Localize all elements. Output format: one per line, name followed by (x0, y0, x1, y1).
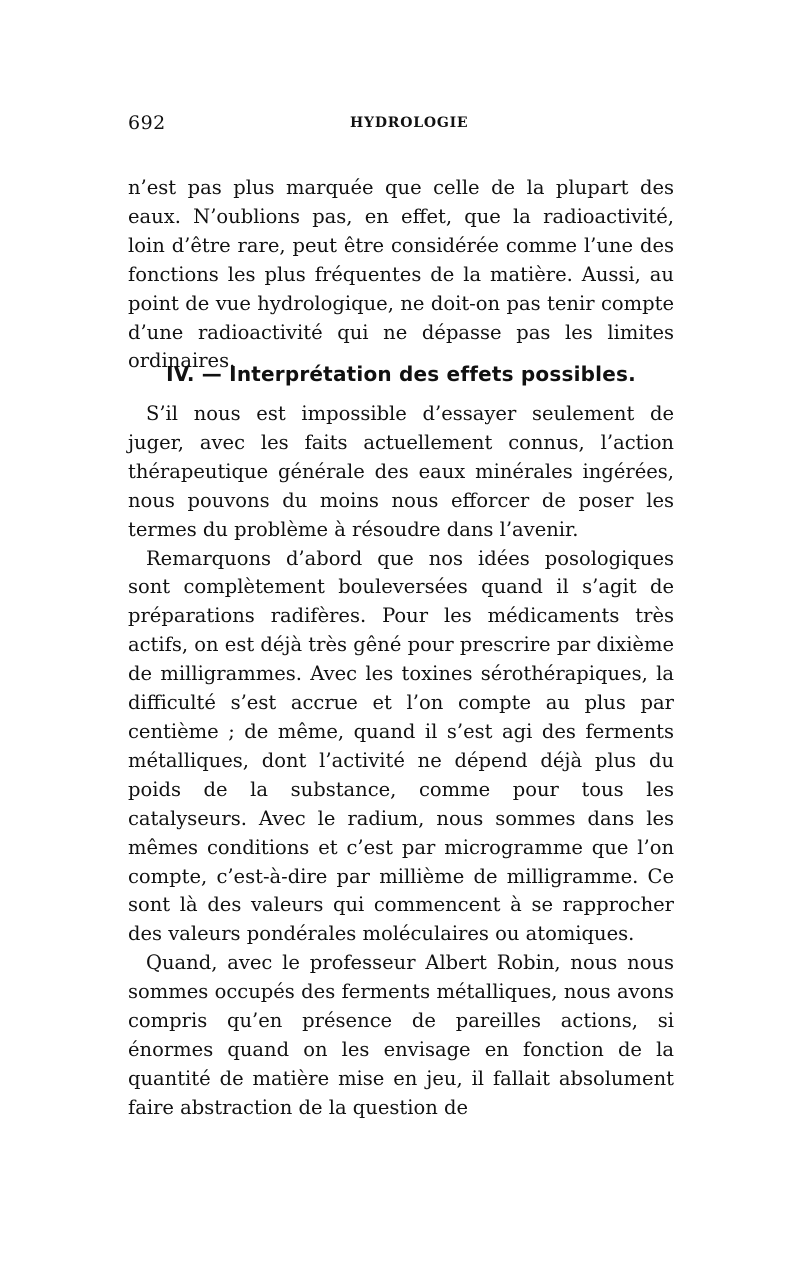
opening-text (128, 174, 674, 376)
paragraph: Quand, avec le professeur Albert Robin, nous nous sommes occupés des ferments métalliques, nous avons compris qu’en présence de pareilles actions, si énormes quand on les envisage en fonction de la quantité de matière mise en jeu, il fallait absolument faire abstraction de la question de (128, 951, 674, 1119)
page-header (128, 112, 674, 138)
paragraph: S’il nous est impossible d’essayer seulement de juger, avec les faits actuellement connus, l’action thérapeutique générale des eaux minérales ingérées, nous pouvons du moins nous efforcer de poser les termes du problème à résoudre dans l’avenir. (128, 402, 674, 541)
paragraph: Remarquons d’abord que nos idées posologiques sont complètement bouleversées quand il s’agit de préparations radifères. Pour les médicaments très actifs, on est déjà très gêné pour prescrire par dixième de milligrammes. Avec les toxines sérothérapiques, la difficulté s’est accrue et l’on compte au plus par centième ; de même, quand il s’est agi des ferments métalliques, dont l’activité ne dépend déjà plus du poids de la substance, comme pour tous les catalyseurs. Avec le radium, nous sommes dans les mêmes conditions et c’est par microgramme que l’on compte, c’est-à-dire par millième de milligramme. Ce sont là des valeurs qui commencent à se rapprocher des valeurs pondérales moléculaires ou atomiques. (128, 546, 674, 946)
page-number: 692 (128, 112, 166, 134)
section-body (128, 400, 674, 1123)
section-heading: IV. — Interprétation des effets possibles. (166, 362, 636, 386)
paragraph-continued: n’est pas plus marquée que celle de la plupart des eaux. N’oublions pas, en effet, que la radioactivité, loin d’être rare, peut être considérée comme l’une des fonctions les plus fréquentes de la matière. Aussi, au point de vue hydrologique, ne doit-on pas tenir compte d’une radioactivité qui ne dépasse pas les limites ordinaires. (128, 176, 674, 373)
running-title: HYDROLOGIE (350, 115, 469, 131)
